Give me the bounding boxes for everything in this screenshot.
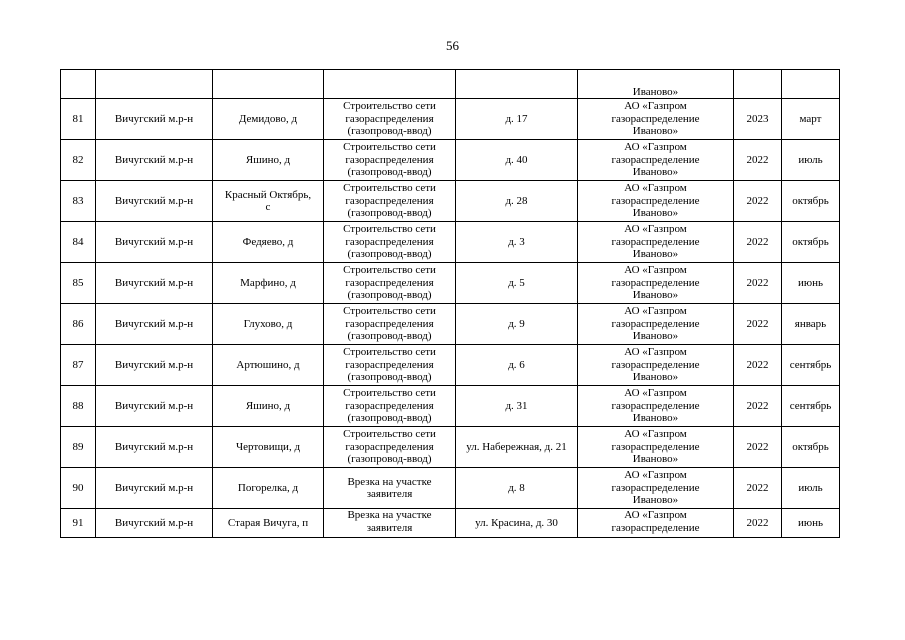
address-text: д. 3 [508,235,525,248]
cell-num [61,509,96,538]
cell-organization [578,509,734,538]
address-text: ул. Красина, д. 30 [475,516,558,529]
month-text: июнь [797,276,823,289]
cell-locality [213,70,324,99]
district-text: Вичугский м.р-н [114,235,194,248]
cell-address [456,345,578,386]
cell-organization [578,70,734,99]
cell-month [782,222,840,263]
cell-num [61,140,96,181]
cell-address [456,70,578,99]
organization-text: АО «Газпром газораспределение Иваново» [611,182,700,220]
organization-text: АО «Газпром газораспределение Иваново» [611,264,700,302]
work-text: Строительство сети газораспределения (газопровод-ввод) [343,141,436,179]
cell-district [96,386,213,427]
organization-text: АО «Газпром газораспределение Иваново» [611,469,700,507]
locality-text: Яшино, д [245,399,291,412]
cell-organization [578,427,734,468]
cell-month [782,140,840,181]
cell-address [456,468,578,509]
cell-year [734,345,782,386]
cell-month [782,468,840,509]
cell-locality [213,304,324,345]
cell-month [782,304,840,345]
cell-district [96,304,213,345]
work-text: Строительство сети газораспределения (газопровод-ввод) [343,305,436,343]
year-text: 2022 [746,317,769,330]
page-number: 56 [446,38,459,53]
year-text: 2022 [746,235,769,248]
organization-text: АО «Газпром газораспределение Иваново» [611,305,700,343]
work-text: Врезка на участке заявителя [347,509,432,534]
cell-district [96,509,213,538]
month-text: январь [794,317,827,330]
cell-work [324,70,456,99]
cell-month [782,427,840,468]
cell-organization [578,222,734,263]
address-text: д. 28 [505,194,528,207]
address-text: д. 31 [505,399,528,412]
cell-address [456,263,578,304]
cell-district [96,263,213,304]
address-text: д. 8 [508,481,525,494]
cell-address [456,222,578,263]
work-text: Строительство сети газораспределения (газопровод-ввод) [343,346,436,384]
cell-district [96,99,213,140]
gasification-table [60,69,840,538]
cell-month [782,386,840,427]
work-text: Строительство сети газораспределения (газопровод-ввод) [343,264,436,302]
address-text: д. 9 [508,317,525,330]
cell-district [96,427,213,468]
cell-district [96,140,213,181]
table-row [61,222,840,263]
cell-organization [578,263,734,304]
locality-text: Погорелка, д [237,481,299,494]
num-text: 90 [72,481,84,494]
cell-num [61,222,96,263]
district-text: Вичугский м.р-н [114,516,194,529]
cell-work [324,427,456,468]
address-text: д. 17 [505,112,528,125]
year-text: 2022 [746,358,769,371]
cell-address [456,427,578,468]
locality-text: Федяево, д [242,235,294,248]
month-text: сентябрь [789,358,832,371]
cell-year [734,70,782,99]
locality-text: Старая Вичуга, п [227,516,309,529]
cell-organization [578,99,734,140]
table-row [61,181,840,222]
cell-work [324,181,456,222]
organization-tail: Иваново» [632,85,679,98]
num-text: 89 [72,440,84,453]
district-text: Вичугский м.р-н [114,481,194,494]
cell-year [734,263,782,304]
work-text: Строительство сети газораспределения (газопровод-ввод) [343,428,436,466]
table-row [61,509,840,538]
year-text: 2022 [746,440,769,453]
num-text: 91 [72,516,84,529]
cell-district [96,222,213,263]
cell-month [782,181,840,222]
cell-num [61,345,96,386]
num-text: 83 [72,194,84,207]
cell-work [324,263,456,304]
cell-num [61,386,96,427]
district-text: Вичугский м.р-н [114,317,194,330]
locality-text: Марфино, д [240,276,296,289]
cell-year [734,509,782,538]
num-text: 82 [72,153,84,166]
cell-year [734,222,782,263]
cell-address [456,386,578,427]
cell-organization [578,468,734,509]
address-text: ул. Набережная, д. 21 [466,440,567,453]
num-text: 86 [72,317,84,330]
num-text: 85 [72,276,84,289]
district-text: Вичугский м.р-н [114,276,194,289]
cell-locality [213,222,324,263]
work-text: Врезка на участке заявителя [347,475,432,500]
cell-work [324,222,456,263]
locality-text: Глухово, д [243,317,293,330]
cell-organization [578,386,734,427]
cell-work [324,304,456,345]
organization-text: АО «Газпром газораспределение Иваново» [611,100,700,138]
district-text: Вичугский м.р-н [114,399,194,412]
cell-num [61,427,96,468]
num-text: 87 [72,358,84,371]
month-text: июль [798,481,823,494]
table-row [61,263,840,304]
year-text: 2022 [746,194,769,207]
cell-locality [213,427,324,468]
district-text: Вичугский м.р-н [114,194,194,207]
district-text: Вичугский м.р-н [114,358,194,371]
cell-year [734,386,782,427]
cell-month [782,70,840,99]
locality-text: Красный Октябрь, с [224,188,312,213]
cell-organization [578,140,734,181]
cell-num [61,468,96,509]
cell-num [61,181,96,222]
cell-year [734,427,782,468]
cell-num [61,99,96,140]
cell-work [324,99,456,140]
year-text: 2022 [746,516,769,529]
cell-work [324,345,456,386]
cell-locality [213,345,324,386]
cell-month [782,509,840,538]
work-text: Строительство сети газораспределения (газопровод-ввод) [343,223,436,261]
cell-address [456,140,578,181]
work-text: Строительство сети газораспределения (газопровод-ввод) [343,100,436,138]
address-text: д. 5 [508,276,525,289]
cell-locality [213,263,324,304]
cell-district [96,468,213,509]
organization-text: АО «Газпром газораспределение Иваново» [611,428,700,466]
cell-locality [213,181,324,222]
cell-organization [578,181,734,222]
work-text: Строительство сети газораспределения (газопровод-ввод) [343,387,436,425]
month-text: июнь [797,516,823,529]
table-row [61,304,840,345]
year-text: 2022 [746,481,769,494]
address-text: д. 6 [508,358,525,371]
month-text: сентябрь [789,399,832,412]
organization-text: АО «Газпром газораспределение Иваново» [611,141,700,179]
table-row [61,468,840,509]
district-text: Вичугский м.р-н [114,440,194,453]
year-text: 2022 [746,153,769,166]
cell-year [734,468,782,509]
month-text: март [799,112,822,125]
cell-year [734,181,782,222]
month-text: октябрь [792,194,829,207]
district-text: Вичугский м.р-н [114,112,194,125]
organization-text: АО «Газпром газораспределение Иваново» [611,346,700,384]
cell-work [324,468,456,509]
num-text: 84 [72,235,84,248]
cell-year [734,99,782,140]
cell-year [734,140,782,181]
cell-month [782,263,840,304]
work-text: Строительство сети газораспределения (газопровод-ввод) [343,182,436,220]
year-text: 2022 [746,276,769,289]
month-text: октябрь [792,235,829,248]
table-row [61,140,840,181]
cell-month [782,345,840,386]
organization-text: АО «Газпром газораспределение Иваново» [611,387,700,425]
cell-year [734,304,782,345]
cell-address [456,99,578,140]
month-text: октябрь [792,440,829,453]
cell-address [456,181,578,222]
table-row [61,99,840,140]
table-row [61,345,840,386]
cell-locality [213,468,324,509]
cell-locality [213,509,324,538]
cell-district [96,345,213,386]
cell-locality [213,99,324,140]
table-row [61,427,840,468]
cell-num [61,263,96,304]
year-text: 2023 [746,112,769,125]
cell-organization [578,345,734,386]
locality-text: Демидово, д [238,112,298,125]
cell-locality [213,140,324,181]
num-text: 88 [72,399,84,412]
district-text: Вичугский м.р-н [114,153,194,166]
month-text: июль [798,153,823,166]
cell-address [456,509,578,538]
table-row [61,386,840,427]
cell-district [96,70,213,99]
cell-locality [213,386,324,427]
cell-address [456,304,578,345]
carryover-row [61,70,840,99]
cell-work [324,140,456,181]
cell-month [782,99,840,140]
year-text: 2022 [746,399,769,412]
cell-num [61,70,96,99]
organization-text: АО «Газпром газораспределение Иваново» [611,223,700,261]
cell-num [61,304,96,345]
cell-work [324,386,456,427]
cell-work [324,509,456,538]
locality-text: Чертовищи, д [235,440,301,453]
locality-text: Артюшино, д [236,358,300,371]
locality-text: Яшино, д [245,153,291,166]
address-text: д. 40 [505,153,528,166]
organization-text: АО «Газпром газораспределение [611,509,700,534]
table-body [61,70,840,538]
num-text: 81 [72,112,84,125]
cell-district [96,181,213,222]
cell-organization [578,304,734,345]
